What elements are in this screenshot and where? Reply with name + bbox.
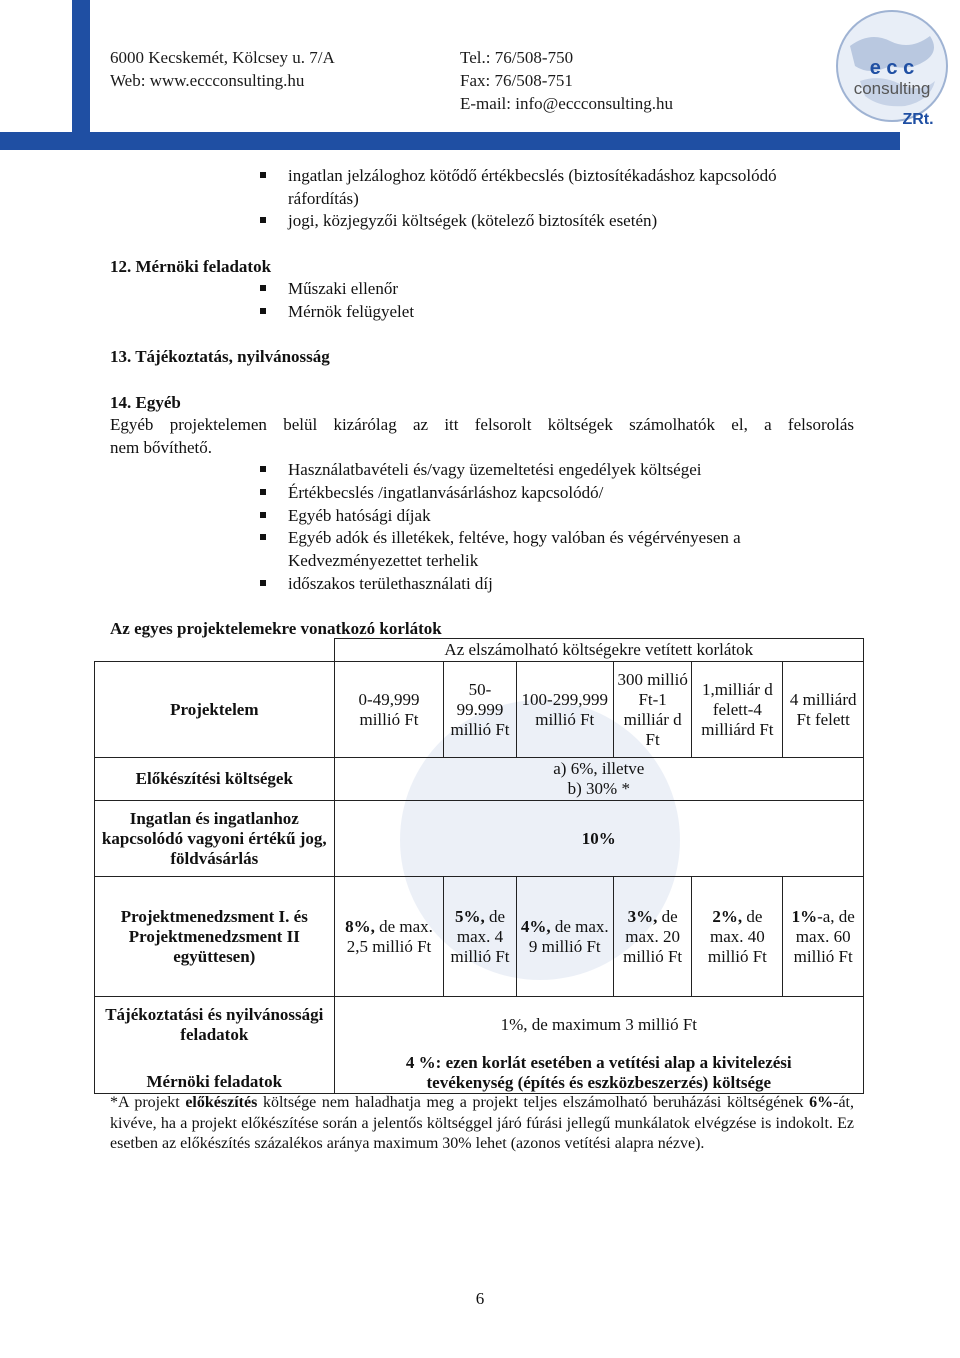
list-item: Egyéb adók és illetékek, feltéve, hogy valóban és végérvényesen a — [288, 528, 741, 547]
header-contact-right — [460, 46, 673, 115]
section-14-paragraph-line1: Egyéb projektelemen belül kizárólag az itt felsorolt költségek számolhatók el, a felsorolás — [110, 415, 854, 434]
header-email: E-mail: info@eccconsulting.hu — [460, 94, 673, 113]
section-14-title: 14. Egyéb — [110, 393, 181, 412]
pm-value-band-6 — [783, 877, 864, 997]
header-vertical-bar — [72, 0, 90, 150]
header-web: Web: www.eccconsulting.hu — [110, 71, 305, 90]
col-header-projektelem: Projektelem — [95, 662, 335, 758]
pm-percent: 4%, — [520, 916, 551, 936]
footnote-text: költsége nem haladhatja meg a projekt teljes elszámolható beruházási költségének — [257, 1094, 810, 1111]
page-number: 6 — [475, 1289, 485, 1308]
col-header-band-1: 0-49,999 millió Ft — [334, 662, 444, 758]
bullet-marker — [260, 512, 266, 518]
list-item: Mérnök felügyelet — [288, 302, 415, 321]
row-header-elokeszitesi: Előkészítési költségek — [95, 758, 335, 801]
pm-cap: de max. 4 millió Ft — [450, 906, 510, 966]
row-header-mernoki: Mérnöki feladatok — [95, 1053, 335, 1094]
col-header-band-4: 300 millió Ft-1 milliár d Ft — [613, 662, 691, 758]
col-header-band-6: 4 milliárd Ft felett — [783, 662, 864, 758]
header-fax: Fax: 76/508-751 — [460, 71, 573, 90]
pm-cap: de max. 2,5 millió Ft — [346, 916, 433, 956]
list-item: jogi, közjegyzői költségek (kötelező biztosíték esetén) — [288, 211, 658, 230]
pm-percent: 1% — [791, 906, 818, 926]
ingatlan-value-cell: 10% — [334, 801, 863, 877]
header-tel: Tel.: 76/508-750 — [460, 48, 574, 67]
pm-cap: -a, de max. 60 millió Ft — [793, 906, 855, 966]
section-12-title: 12. Mérnöki feladatok — [110, 257, 272, 276]
table-row — [95, 758, 864, 801]
logo-ecc-text: e c c — [869, 57, 915, 79]
pm-cap: de max. 20 millió Ft — [623, 906, 683, 966]
list-item: ingatlan jelzáloghoz kötődő értékbecslés (biztosítékadáshoz kapcsolódó — [288, 166, 777, 185]
header-address: 6000 Kecskemét, Kölcsey u. 7/A — [110, 48, 335, 67]
bullet-marker — [260, 285, 266, 291]
col-header-band-5: 1,milliár d felett-4 milliárd Ft — [692, 662, 783, 758]
pm-percent: 2%, — [712, 906, 743, 926]
group-header-cell: Az elszámolható költségekre vetített korlátok — [334, 639, 863, 662]
pm-percent: 8%, — [345, 916, 375, 936]
table-row — [95, 662, 864, 758]
footnote-text: -át, kivéve, ha a projekt előkészítése során a jelentős költséggel járó fúrási jellegű munkálatok elvégzése is indokolt. Ez esetben az előkészítés százalékos aránya maximum 30% lehet (azonos vetítési alapra nézve). — [110, 1094, 854, 1152]
section-13-title: 13. Tájékoztatás, nyilvánosság — [110, 347, 330, 366]
col-header-band-2: 50-99.999 millió Ft — [444, 662, 516, 758]
list-item-continuation: Kedvezményezettet terhelik — [288, 551, 479, 570]
elokeszitesi-option-a: a) 6%, illetve — [553, 759, 645, 778]
header-contact-left — [110, 46, 335, 92]
list-item: Értékbecslés /ingatlanvásárláshoz kapcsolódó/ — [288, 483, 604, 502]
bullet-marker — [260, 217, 266, 223]
row-header-tajekoztatasi: Tájékoztatási és nyilvánossági feladatok — [95, 997, 335, 1053]
row-header-projektmenedzsment: Projektmenedzsment I. és Projektmenedzsment II együttesen) — [95, 877, 335, 997]
list-item: időszakos területhasználati díj — [288, 574, 493, 593]
logo-zrt-text: ZRt. — [902, 111, 934, 128]
bullet-marker — [260, 308, 266, 314]
elokeszitesi-option-b: b) 30% * — [567, 779, 630, 798]
pm-cap: de max. 9 millió Ft — [528, 916, 609, 956]
pm-value-band-2 — [444, 877, 516, 997]
table-heading: Az egyes projektelemekre vonatkozó korlátok — [110, 619, 442, 638]
footnote-bold: 6% — [809, 1094, 834, 1111]
page-header — [0, 0, 960, 150]
bullet-marker — [260, 466, 266, 472]
bullet-marker — [260, 172, 266, 178]
list-item: Műszaki ellenőr — [288, 279, 398, 298]
bullet-marker — [260, 489, 266, 495]
table-footnote — [110, 1093, 854, 1155]
list-item: Használatbavételi és/vagy üzemeltetési engedélyek költségei — [288, 460, 702, 479]
footnote-text: *A projekt — [110, 1094, 186, 1111]
pm-value-band-3 — [516, 877, 613, 997]
pm-percent: 3%, — [627, 906, 658, 926]
footnote-bold: előkészítés — [185, 1094, 258, 1111]
bullet-marker — [260, 534, 266, 540]
list-item: Egyéb hatósági díjak — [288, 506, 431, 525]
pm-value-band-5 — [692, 877, 783, 997]
table-row — [95, 1053, 864, 1094]
mernoki-value-cell: 4 %: ezen korlát esetében a vetítési alap a kivitelezési tevékenység (építés és eszközbeszerzés) költsége — [334, 1053, 863, 1094]
table-corner-cell — [95, 639, 335, 662]
list-item-continuation: ráfordítás) — [288, 189, 359, 208]
section-14-paragraph-line2: nem bővíthető. — [110, 438, 212, 457]
pm-cap: de max. 40 millió Ft — [707, 906, 767, 966]
tajekoztatasi-value-cell: 1%, de maximum 3 millió Ft — [334, 997, 863, 1053]
limits-table-wrapper — [94, 638, 864, 1094]
table-row — [95, 639, 864, 662]
row-header-ingatlan: Ingatlan és ingatlanhoz kapcsolódó vagyoni értékű jog, földvásárlás — [95, 801, 335, 877]
col-header-band-3: 100-299,999 millió Ft — [516, 662, 613, 758]
table-row — [95, 877, 864, 997]
header-horizontal-bar — [0, 132, 900, 150]
logo-consulting-text: consulting — [853, 79, 931, 98]
limits-table — [94, 638, 864, 1094]
table-row — [95, 997, 864, 1053]
bullet-marker — [260, 580, 266, 586]
pm-value-band-4 — [613, 877, 691, 997]
company-logo — [830, 6, 955, 131]
pm-value-band-1 — [334, 877, 444, 997]
table-row — [95, 801, 864, 877]
pm-percent: 5%, — [454, 906, 485, 926]
elokeszitesi-value-cell — [334, 758, 863, 801]
